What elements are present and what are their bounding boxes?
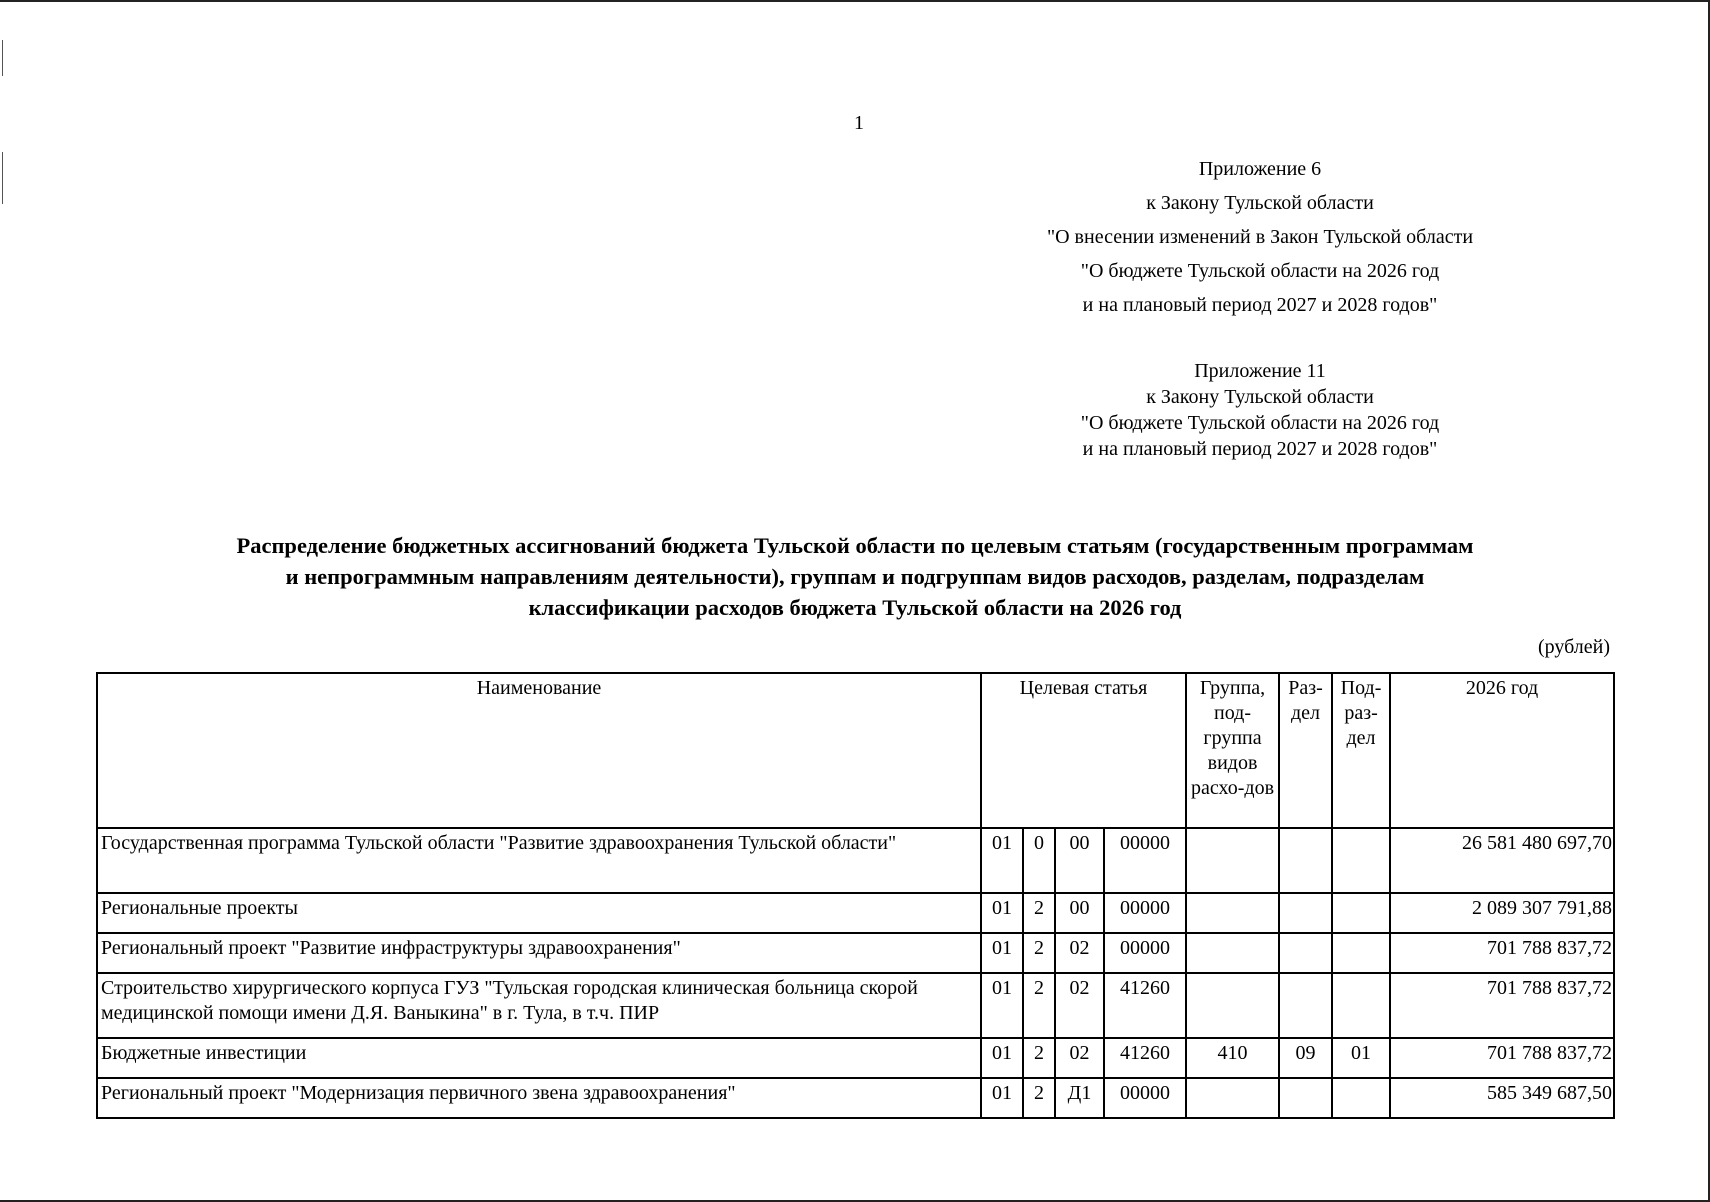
title-line: классификации расходов бюджета Тульской области на 2026 год [528, 595, 1182, 620]
row-code-3: 00 [1055, 893, 1104, 933]
title-line: и непрограммным направлениям деятельности), группам и подгруппам видов расходов, разделам, подразделам [285, 564, 1425, 589]
annex-11-line: Приложение 11 [1194, 360, 1326, 382]
header-subsection: Под-раз-дел [1332, 673, 1390, 828]
annex-6-line: "О внесении изменений в Закон Тульской области [1046, 226, 1474, 248]
header-section: Раз-дел [1279, 673, 1332, 828]
row-name: Бюджетные инвестиции [97, 1038, 981, 1078]
row-amount: 701 788 837,72 [1390, 933, 1614, 973]
annex-11-line: и на плановый период 2027 и 2028 годов" [1082, 438, 1438, 460]
header-target-article: Целевая статья [981, 673, 1186, 828]
header-expense-group: Группа, под-группа видов расхо-дов [1186, 673, 1279, 828]
table-header-row [97, 673, 1614, 828]
annex-11-line: к Закону Тульской области [1146, 386, 1374, 408]
row-section [1279, 828, 1332, 893]
row-name: Региональный проект "Модернизация первичного звена здравоохранения" [97, 1078, 981, 1118]
table-row [97, 893, 1614, 933]
row-code-1: 01 [981, 1078, 1023, 1118]
row-subsection [1332, 933, 1390, 973]
row-name: Государственная программа Тульской области "Развитие здравоохранения Тульской области" [97, 828, 981, 893]
row-group [1186, 828, 1279, 893]
row-section [1279, 973, 1332, 1038]
row-code-1: 01 [981, 893, 1023, 933]
units-label: (рублей) [1537, 636, 1610, 658]
row-section [1279, 933, 1332, 973]
row-group [1186, 933, 1279, 973]
row-subsection [1332, 828, 1390, 893]
row-code-3: 02 [1055, 973, 1104, 1038]
row-name: Региональные проекты [97, 893, 981, 933]
annex-6-line: "О бюджете Тульской области на 2026 год [1080, 260, 1440, 282]
annex-6-line: к Закону Тульской области [1146, 192, 1374, 214]
row-code-4: 00000 [1104, 828, 1186, 893]
annex-6-block [1040, 152, 1480, 322]
row-code-1: 01 [981, 973, 1023, 1038]
row-code-3: 00 [1055, 828, 1104, 893]
annex-11-line: "О бюджете Тульской области на 2026 год [1080, 412, 1440, 434]
row-code-1: 01 [981, 828, 1023, 893]
row-code-4: 00000 [1104, 933, 1186, 973]
row-amount: 26 581 480 697,70 [1390, 828, 1614, 893]
row-section [1279, 893, 1332, 933]
row-code-2: 2 [1023, 1038, 1055, 1078]
row-code-4: 41260 [1104, 1038, 1186, 1078]
row-code-3: 02 [1055, 1038, 1104, 1078]
row-section: 09 [1279, 1038, 1332, 1078]
row-code-2: 2 [1023, 1078, 1055, 1118]
row-code-2: 2 [1023, 893, 1055, 933]
annex-6-line: Приложение 6 [1198, 158, 1322, 180]
row-code-2: 0 [1023, 828, 1055, 893]
document-title [90, 530, 1620, 623]
table-row [97, 828, 1614, 893]
row-code-1: 01 [981, 1038, 1023, 1078]
row-amount: 2 089 307 791,88 [1390, 893, 1614, 933]
table-row [97, 1078, 1614, 1118]
row-section [1279, 1078, 1332, 1118]
row-subsection [1332, 1078, 1390, 1118]
table-row [97, 973, 1614, 1038]
row-amount: 701 788 837,72 [1390, 973, 1614, 1038]
row-subsection: 01 [1332, 1038, 1390, 1078]
budget-table [96, 672, 1615, 1119]
table-row [97, 1038, 1614, 1078]
row-amount: 585 349 687,50 [1390, 1078, 1614, 1118]
header-name: Наименование [97, 673, 981, 828]
row-code-2: 2 [1023, 933, 1055, 973]
title-line: Распределение бюджетных ассигнований бюджета Тульской области по целевым статьям (государственным программам [236, 533, 1474, 558]
row-group: 410 [1186, 1038, 1279, 1078]
row-group [1186, 973, 1279, 1038]
row-group [1186, 893, 1279, 933]
scan-mark [2, 152, 3, 204]
table-row [97, 933, 1614, 973]
row-name: Строительство хирургического корпуса ГУЗ "Тульская городская клиническая больница скорой медицинской помощи имени Д.Я. Ваныкина" в г. Тула, в т.ч. ПИР [97, 973, 981, 1038]
row-code-4: 00000 [1104, 893, 1186, 933]
row-subsection [1332, 973, 1390, 1038]
scan-mark [2, 40, 3, 76]
row-code-4: 41260 [1104, 973, 1186, 1038]
annex-6-line: и на плановый период 2027 и 2028 годов" [1082, 294, 1438, 316]
row-subsection [1332, 893, 1390, 933]
row-code-2: 2 [1023, 973, 1055, 1038]
header-year: 2026 год [1390, 673, 1614, 828]
row-amount: 701 788 837,72 [1390, 1038, 1614, 1078]
row-group [1186, 1078, 1279, 1118]
row-code-1: 01 [981, 933, 1023, 973]
row-code-4: 00000 [1104, 1078, 1186, 1118]
row-name: Региональный проект "Развитие инфраструктуры здравоохранения" [97, 933, 981, 973]
annex-11-block [1040, 358, 1480, 462]
row-code-3: Д1 [1055, 1078, 1104, 1118]
page-number: 1 [854, 112, 864, 134]
row-code-3: 02 [1055, 933, 1104, 973]
